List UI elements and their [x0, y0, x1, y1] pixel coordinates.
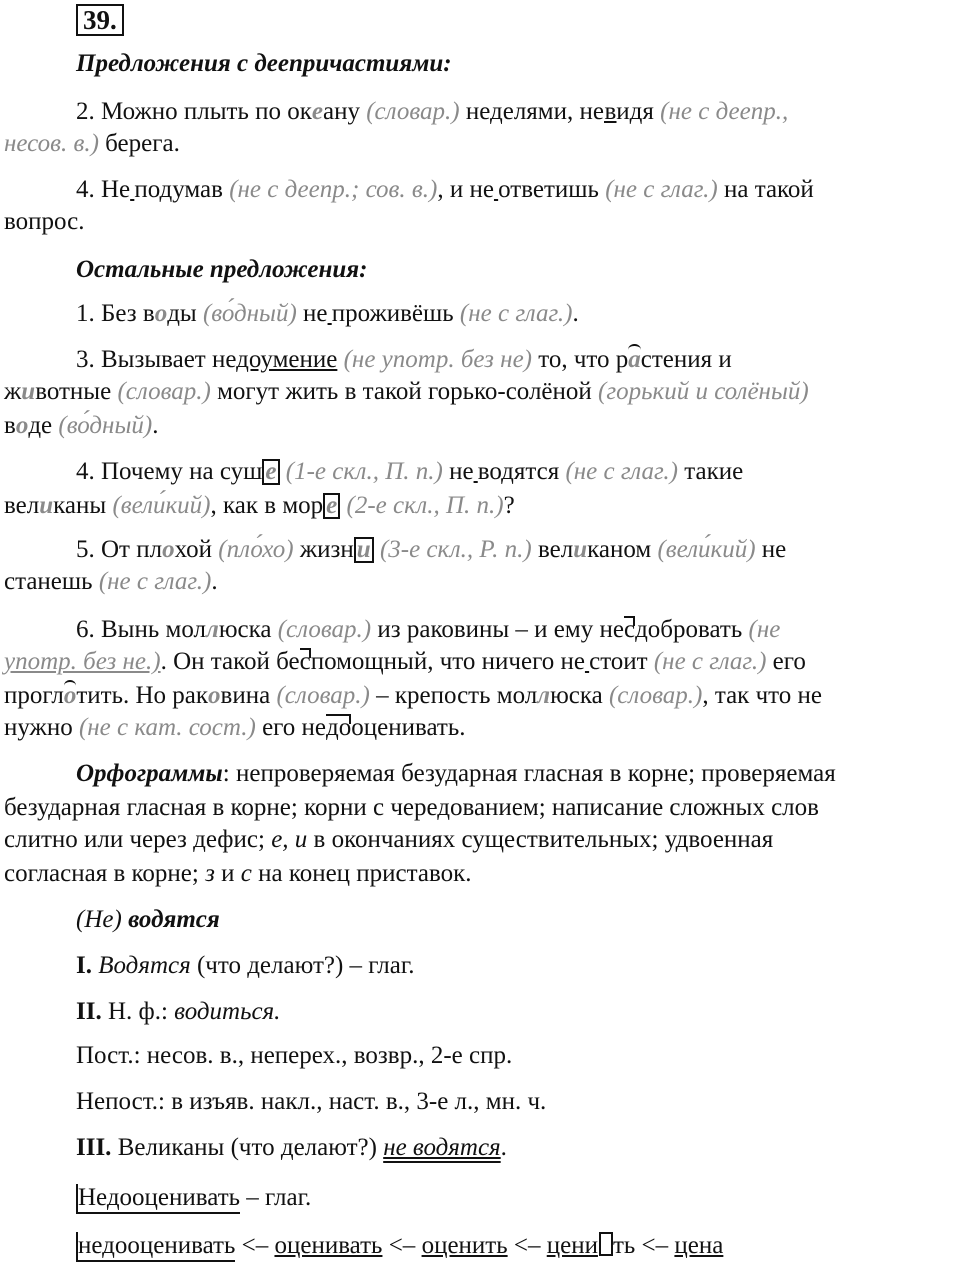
- sentence-5-line-1: 5. От плохой (пло́хо) жизн и (3-е скл., Р. п.) великаном (вели́кий) не: [76, 536, 787, 563]
- ending-box: [599, 1232, 613, 1256]
- rest-heading: Остальные предложения:: [76, 256, 368, 283]
- parse-point-1: I. Водятся (что делают?) – глаг.: [76, 952, 415, 979]
- sentence-2-line-2: несов. в.) берега.: [4, 130, 180, 157]
- sentence-6-line-3: проглотить. Но раковина (словар.) – крепость моллюска (словар.), так что не: [4, 682, 822, 709]
- sentence-3-line-1: 3. Вызывает недоумение (не употр. без не) то, что растения и: [76, 346, 732, 373]
- orthograms-line-2: безударная гласная в корне; корни с чередованием; написание сложных слов: [4, 794, 819, 821]
- sentence-1: 1. Без воды (во́дный) не проживёшь (не с глаг.).: [76, 300, 579, 327]
- sentence-6-line-4: нужно (не с кат. сост.) его недооценивать.: [4, 714, 466, 741]
- sentence-4a-line-1: 4. Не подумав (не с деепр.; сов. в.), и не ответишь (не с глаг.) на такой: [76, 176, 814, 203]
- parse-constant: Пост.: несов. в., неперех., возвр., 2-е спр.: [76, 1042, 513, 1069]
- parse-point-3: III. Великаны (что делают?) не водятся.: [76, 1134, 507, 1161]
- orthograms-line-4: согласная в корне; з и с на конец приставок.: [4, 860, 472, 887]
- sentence-5-line-2: станешь (не с глаг.).: [4, 568, 218, 595]
- sentence-2-line-1: 2. Можно плыть по океану (словар.) неделями, не видя (не с деепр.,: [76, 98, 789, 125]
- sentence-6-line-1: 6. Вынь моллюска (словар.) из раковины – и ему несдобровать (не: [76, 616, 781, 643]
- parse-heading: (Не) водятся: [76, 906, 220, 933]
- parse-point-2: II. Н. ф.: водиться.: [76, 998, 281, 1025]
- sentence-3-line-2: животные (словар.) могут жить в такой горько-солёной (горький и солёный): [4, 378, 809, 405]
- orthograms-line-3: слитно или через дефис; е, и в окончаниях существительных; удвоенная: [4, 826, 774, 853]
- orthograms-line-1: Орфограммы: непроверяемая безударная гласная в корне; проверяемая: [76, 760, 836, 787]
- gerunds-heading: Предложения с деепричастиями:: [76, 50, 452, 77]
- morph-word: Недооценивать – глаг.: [76, 1182, 311, 1214]
- sentence-6-line-2: употр. без не.). Он такой беспомощный, что ничего не стоит (не с глаг.) его: [4, 648, 806, 675]
- sentence-4a-line-2: вопрос.: [4, 208, 85, 235]
- exercise-number: 39.: [76, 4, 124, 36]
- sentence-4b-line-1: 4. Почему на суш е (1-е скл., П. п.) не водятся (не с глаг.) такие: [76, 458, 744, 485]
- sentence-3-line-3: воде (во́дный).: [4, 412, 159, 439]
- sentence-4b-line-2: великаны (вели́кий), как в мор е (2-е скл., П. п.)?: [4, 492, 515, 519]
- morph-chain: недооценивать <– оценивать <– оценить <– цени ть <– цена: [76, 1230, 723, 1262]
- parse-variable: Непост.: в изъяв. накл., наст. в., 3-е л., мн. ч.: [76, 1088, 547, 1115]
